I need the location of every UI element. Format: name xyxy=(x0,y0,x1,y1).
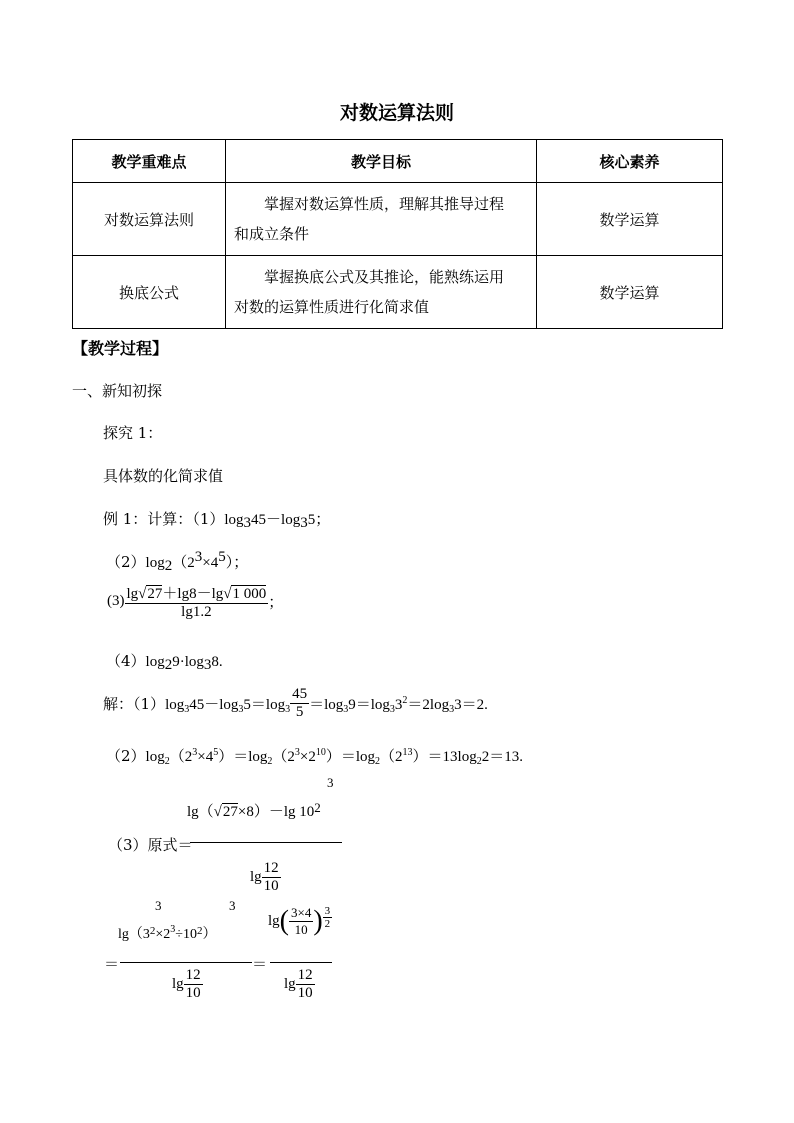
subtopic: 具体数的化简求值 xyxy=(103,467,224,485)
s4-equals: ＝ xyxy=(104,957,120,973)
example-q1: 例 1：计算：$(1)\log_345-\log_35$； xyxy=(103,510,331,531)
s3-denominator: lg $\frac{12}{10}$ xyxy=(250,860,279,894)
header-core-literacy: 核心素养 xyxy=(537,140,723,183)
s4-f1-denominator: lg $\frac{12}{10}$ xyxy=(172,967,201,1001)
page-title: 对数运算法则 xyxy=(339,102,454,124)
s3-exp-num: 3 xyxy=(327,775,334,790)
s4-f1-bar xyxy=(120,962,252,963)
row-goal: 掌握换底公式及其推论，能熟练运用 对数的运算性质进行化简求值 xyxy=(226,256,537,329)
s4-equals-2: ＝ xyxy=(252,957,268,973)
example-q3: (3) $\frac{\lg√27+\lg 8-\lg√1 000}{\lg 1.2}$ ； xyxy=(107,582,283,621)
s4-f1-numerator: $\lg(3^2\times 2^3\div 10^2)$ xyxy=(118,924,217,942)
s4-exp3: 3 xyxy=(229,898,236,913)
section-heading: 【教学过程】 xyxy=(72,339,169,358)
solution-s1: 解：$(1)\log_345-\log_35=\log_3$ $\frac{45}{5}$ $=\log_39=\log_33^2=2\log_33=2$. xyxy=(103,686,488,720)
s3-label: （3）原式＝ xyxy=(108,836,193,854)
s4-f2-denominator: lg $\frac{12}{10}$ xyxy=(284,967,313,1001)
s4-f2-bar xyxy=(270,962,332,963)
q3-fraction: $\frac{\lg√27+\lg 8-\lg√1 000}{\lg 1.2}$ xyxy=(125,582,269,621)
row-goal: 掌握对数运算性质，理解其推导过程 和成立条件 xyxy=(226,183,537,256)
row-key-point: 换底公式 xyxy=(73,256,226,329)
table-row xyxy=(73,183,723,256)
table-row xyxy=(73,256,723,329)
s3-numerator: lg（√27×8）－lg 102 xyxy=(187,800,321,820)
s3-fraction-bar xyxy=(190,842,342,843)
objectives-table xyxy=(72,139,723,329)
table-header-row xyxy=(73,140,723,183)
example-q2: $(2)\log_2(2^3\times 4^5)$； xyxy=(106,549,249,574)
part1-heading: 一、新知初探 xyxy=(72,382,163,400)
example-q4: $(4)\log_29\cdot\log_38$. xyxy=(106,652,223,673)
explore-label: 探究 1： xyxy=(103,424,163,442)
s4-exp1: 3 xyxy=(155,898,162,913)
row-literacy: 数学运算 xyxy=(537,183,723,256)
header-key-points: 教学重难点 xyxy=(73,140,226,183)
solution-s2: $(2)\log_2(2^3\times 4^5)=\log_2(2^3\times 2^{10})=\log_2(2^{13})=13\log_22=13$. xyxy=(106,747,523,767)
row-key-point: 对数运算法则 xyxy=(73,183,226,256)
row-literacy: 数学运算 xyxy=(537,256,723,329)
s4-f2-numerator: lg( $\frac{3\times 4}{10}$ ) $\frac{3}{2}$ xyxy=(268,905,331,937)
header-teaching-goals: 教学目标 xyxy=(226,140,537,183)
